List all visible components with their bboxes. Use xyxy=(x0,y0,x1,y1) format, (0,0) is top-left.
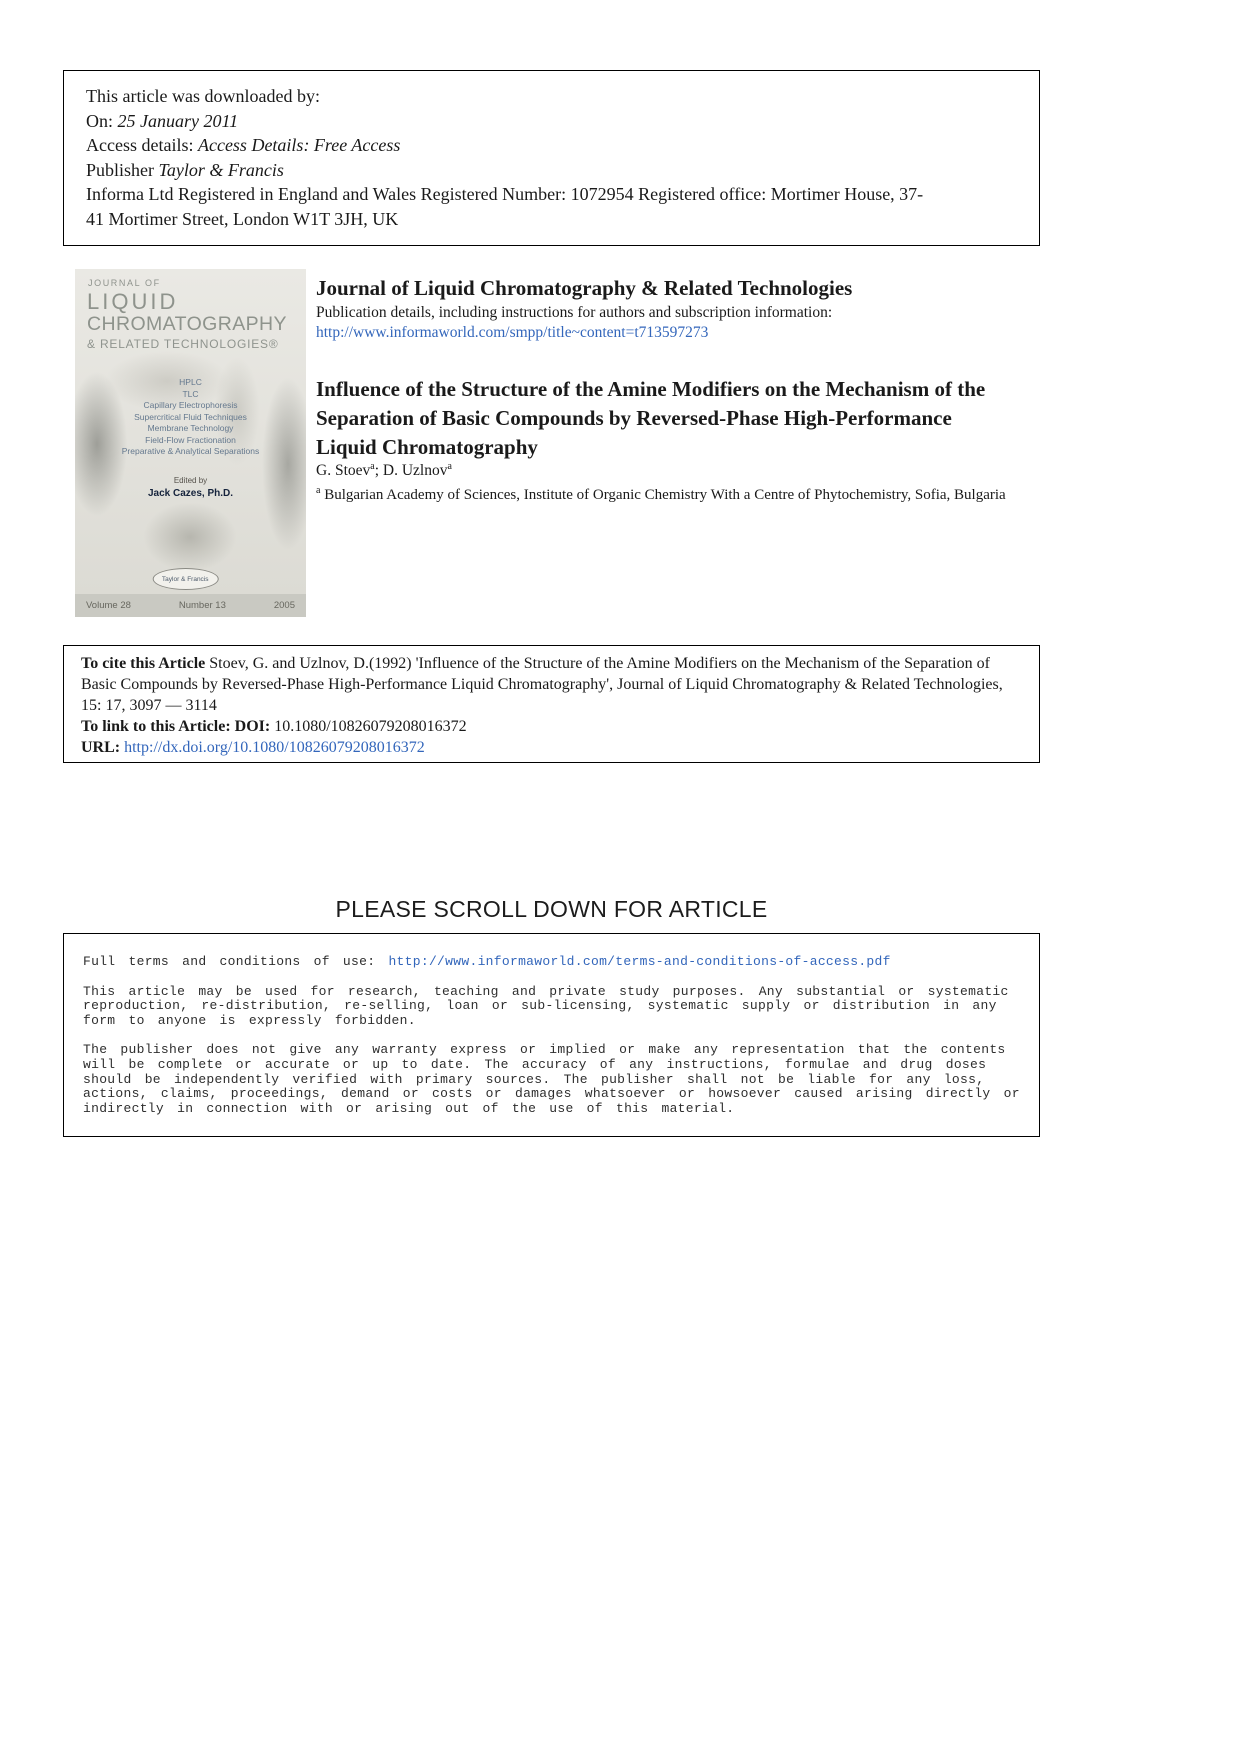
author-2-affiliation-mark: a xyxy=(447,460,452,472)
article-title-line-3: Liquid Chromatography xyxy=(316,435,538,459)
cover-topic: Membrane Technology xyxy=(147,423,234,433)
terms-box xyxy=(63,933,1040,1137)
author-1-affiliation-mark: a xyxy=(370,460,375,472)
informa-line-1: Informa Ltd Registered in England and Wales Registered Number: 1072954 Registered office: Mortimer House, 37- xyxy=(86,184,924,205)
author-1: G. Stoev xyxy=(316,462,371,479)
article-authors xyxy=(316,462,452,480)
citation-box xyxy=(63,645,1040,763)
download-date-text xyxy=(86,109,1017,134)
cover-kicker: JOURNAL OF xyxy=(88,278,161,288)
publication-details-text: Publication details, including instructions for authors and subscription information: xyxy=(316,304,833,321)
doi-label: To link to this Article: DOI: xyxy=(81,718,275,735)
author-separator: ; xyxy=(374,462,383,479)
article-title-line-1: Influence of the Structure of the Amine Modifiers on the Mechanism of the xyxy=(316,377,986,401)
access-label: Access details: xyxy=(86,135,198,156)
terms-link-line xyxy=(83,955,1020,970)
downloaded-by-text: This article was downloaded by: xyxy=(86,86,320,106)
journal-cover-thumbnail xyxy=(75,269,306,617)
cover-title-liquid: LIQUID xyxy=(87,289,179,314)
logo-text: Taylor & Francis xyxy=(161,575,209,583)
journal-title: Journal of Liquid Chromatography & Related Technologies xyxy=(316,276,853,300)
cover-footer-strip xyxy=(75,594,306,617)
informa-registration-text xyxy=(86,182,1017,231)
cover-year: 2005 xyxy=(273,600,295,611)
cite-paragraph xyxy=(81,653,1022,716)
article-title xyxy=(316,375,1044,462)
article-url-link[interactable]: http://dx.doi.org/10.1080/10826079208016372 xyxy=(124,739,425,756)
affiliation-text: Bulgarian Academy of Sciences, Institute of Organic Chemistry With a Centre of Phytochemistry, Sofia, Bulgaria xyxy=(320,487,1006,503)
cite-label: To cite this Article xyxy=(81,655,206,672)
date-value: 25 January 2011 xyxy=(117,110,239,131)
author-2: D. Uzlnov xyxy=(382,462,448,479)
cover-volume: Volume 28 xyxy=(86,600,131,611)
publisher-label: Publisher xyxy=(86,159,159,180)
cover-topic: Field-Flow Fractionation xyxy=(145,434,236,445)
access-value: Access Details: Free Access xyxy=(197,135,401,156)
affiliation-mark: a xyxy=(316,485,321,496)
cover-title-related-technologies: & RELATED TECHNOLOGIES® xyxy=(87,337,279,351)
publisher-value: Taylor & Francis xyxy=(158,159,284,180)
date-label: On: xyxy=(86,110,118,131)
publisher-text xyxy=(86,158,1017,183)
cite-text: Stoev, G. and Uzlnov, D.(1992) 'Influence of the Structure of the Amine Modifiers on the Mechanism of the Separation of Basic Compounds by Reversed-Phase High-Performance Liquid Chromatography', Journal of Liquid Chromatography & Related Technologies, 15: 17, 3097 — 3114 xyxy=(81,655,1003,714)
edited-by-label: Edited by xyxy=(173,476,208,485)
terms-label: Full terms and conditions of use: xyxy=(83,954,389,969)
url-label: URL: xyxy=(81,739,125,756)
access-details-text xyxy=(86,133,1017,158)
cover-topic: HPLC xyxy=(179,377,202,387)
journal-url-link[interactable]: http://www.informaworld.com/smpp/title~content=t713597273 xyxy=(316,324,709,341)
article-affiliation xyxy=(316,485,1020,506)
article-title-line-2: Separation of Basic Compounds by Reversed-Phase High-Performance xyxy=(316,406,952,430)
cover-topic: TLC xyxy=(182,388,199,399)
doi-value: 10.1080/10826079208016372 xyxy=(274,718,467,735)
cover-number: Number 13 xyxy=(178,600,226,611)
cover-topic: Capillary Electrophoresis xyxy=(143,400,238,410)
informa-line-2: 41 Mortimer Street, London W1T 3JH, UK xyxy=(86,208,399,229)
cover-title-chromatography: CHROMATOGRAPHY xyxy=(87,313,287,335)
terms-url-link[interactable]: http://www.informaworld.com/terms-and-conditions-of-access.pdf xyxy=(388,954,891,969)
taylor-francis-logo xyxy=(152,568,218,590)
download-info-box xyxy=(63,70,1040,246)
terms-paragraph-2: The publisher does not give any warranty express or implied or make any representation that the contents will be complete or accurate or up to date. The accuracy of any instructions, formulae and drug doses should be independently verified with primary sources. The publisher shall not be liable for any loss, actions, claims, proceedings, demand or costs or damages whatsoever or howsoever caused arising directly or indirectly in connection with or arising out of the use of this material. xyxy=(83,1042,1020,1116)
terms-paragraph-1: This article may be used for research, teaching and private study purposes. Any substantial or systematic reproduction, re-distribution, re-selling, loan or sub-licensing, systematic supply or distribution in any form to anyone is expressly forbidden. xyxy=(83,983,1009,1028)
cover-topic: Preparative & Analytical Separations xyxy=(121,446,260,456)
doi-line xyxy=(81,716,1022,737)
cover-topic: Supercritical Fluid Techniques xyxy=(134,411,247,422)
cover-edited-by xyxy=(75,476,306,499)
scroll-notice: PLEASE SCROLL DOWN FOR ARTICLE xyxy=(335,896,768,922)
cover-editor-name: Jack Cazes, Ph.D. xyxy=(147,488,234,499)
url-line xyxy=(81,737,1022,758)
cover-topic-list xyxy=(75,377,306,458)
